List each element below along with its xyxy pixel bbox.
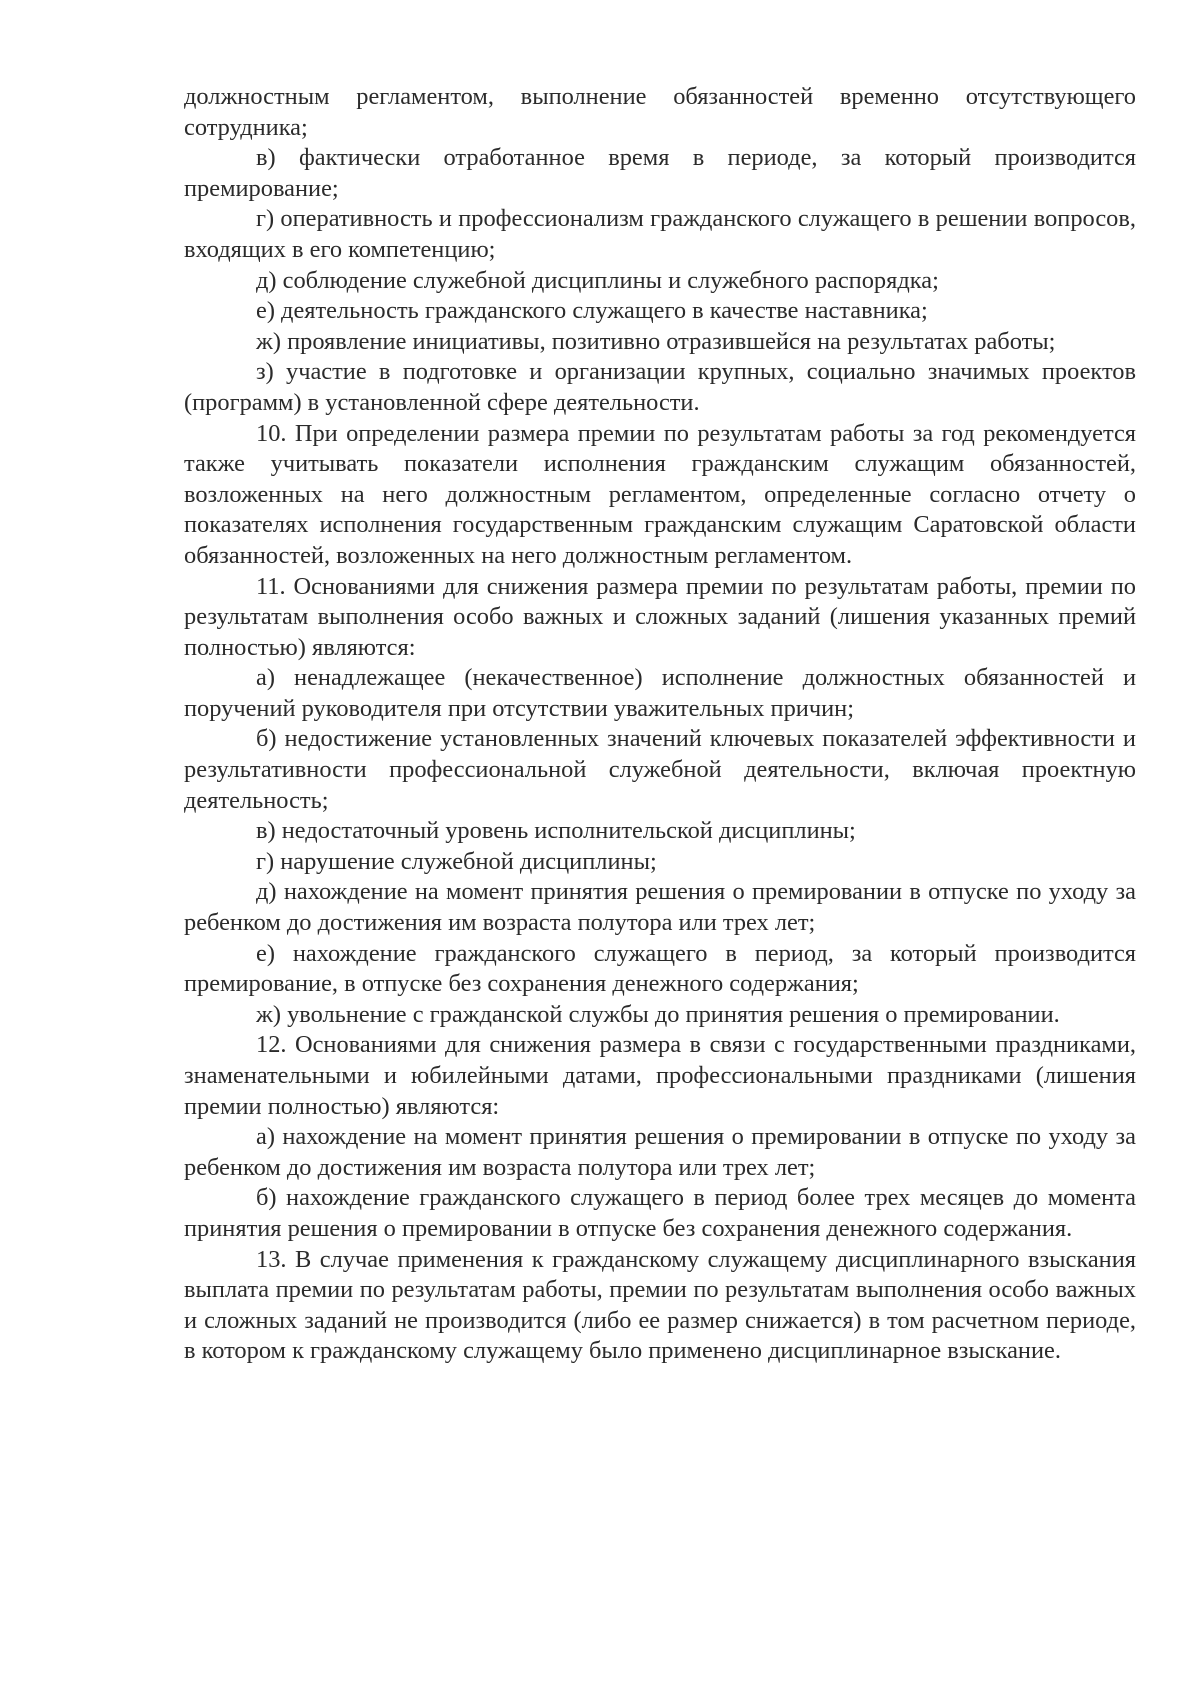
- paragraph-clause-11-a: а) ненадлежащее (некачественное) исполнение должностных обязанностей и поручений руководителя при отсутствии уважительных причин;: [184, 664, 1136, 722]
- paragraph-clause-12: 12. Основаниями для снижения размера в связи с государственными праздниками, знаменательными и юбилейными датами, профессиональными праздниками (лишения премии полностью) являются:: [184, 1031, 1136, 1120]
- document-body: [184, 82, 1136, 1367]
- paragraph-clause-11-v: в) недостаточный уровень исполнительской дисциплины;: [256, 817, 856, 845]
- paragraph-clause-10: 10. При определении размера премии по результатам работы за год рекомендуется также учитывать показатели исполнения гражданским служащим обязанностей, возложенных на него должностным регламентом, определенные согласно отчету о показателях исполнения государственным гражданским служащим Саратовской области обязанностей, возложенных на него должностным регламентом.: [184, 419, 1136, 569]
- paragraph-clause-11-b: б) недостижение установленных значений ключевых показателей эффективности и результативности профессиональной служебной деятельности, включая проектную деятельность;: [184, 725, 1136, 814]
- paragraph-item-v: в) фактически отработанное время в периоде, за который производится премирование;: [184, 144, 1136, 202]
- paragraph-clause-12-a: а) нахождение на момент принятия решения о премировании в отпуске по уходу за ребенком до достижения им возраста полутора или трех лет;: [184, 1123, 1136, 1181]
- paragraph-clause-13: 13. В случае применения к гражданскому служащему дисциплинарного взыскания выплата премии по результатам работы, премии по результатам выполнения особо важных и сложных заданий не производится (либо ее размер снижается) в том расчетном периоде, в котором к гражданскому служащему было применено дисциплинарное взыскание.: [184, 1245, 1136, 1365]
- paragraph-clause-12-b: б) нахождение гражданского служащего в период более трех месяцев до момента принятия решения о премировании в отпуске без сохранения денежного содержания.: [184, 1184, 1136, 1242]
- paragraph-clause-11-g: г) нарушение служебной дисциплины;: [256, 847, 657, 875]
- paragraph-clause-11-d: д) нахождение на момент принятия решения о премировании в отпуске по уходу за ребенком до достижения им возраста полутора или трех лет;: [184, 878, 1136, 937]
- paragraph-item-z: з) участие в подготовке и организации крупных, социально значимых проектов (программ) в установленной сфере деятельности.: [184, 358, 1136, 416]
- paragraph-item-d: д) соблюдение служебной дисциплины и служебного распорядка;: [256, 266, 939, 294]
- paragraph-item-g: г) оперативность и профессионализм гражданского служащего в решении вопросов, входящих в его компетенцию;: [184, 205, 1136, 263]
- paragraph-clause-11: 11. Основаниями для снижения размера премии по результатам работы, премии по результатам выполнения особо важных и сложных заданий (лишения указанных премий полностью) являются:: [184, 572, 1136, 661]
- paragraph-clause-11-e: е) нахождение гражданского служащего в период, за который производится премирование, в отпуске без сохранения денежного содержания;: [184, 939, 1136, 998]
- paragraph-item-e: е) деятельность гражданского служащего в качестве наставника;: [256, 297, 928, 325]
- paragraph-continuation: должностным регламентом, выполнение обязанностей временно отсутствующего сотрудника;: [184, 83, 1136, 141]
- paragraph-item-zh: ж) проявление инициативы, позитивно отразившейся на результатах работы;: [256, 327, 1056, 355]
- paragraph-clause-11-zh: ж) увольнение с гражданской службы до принятия решения о премировании.: [256, 1000, 1060, 1028]
